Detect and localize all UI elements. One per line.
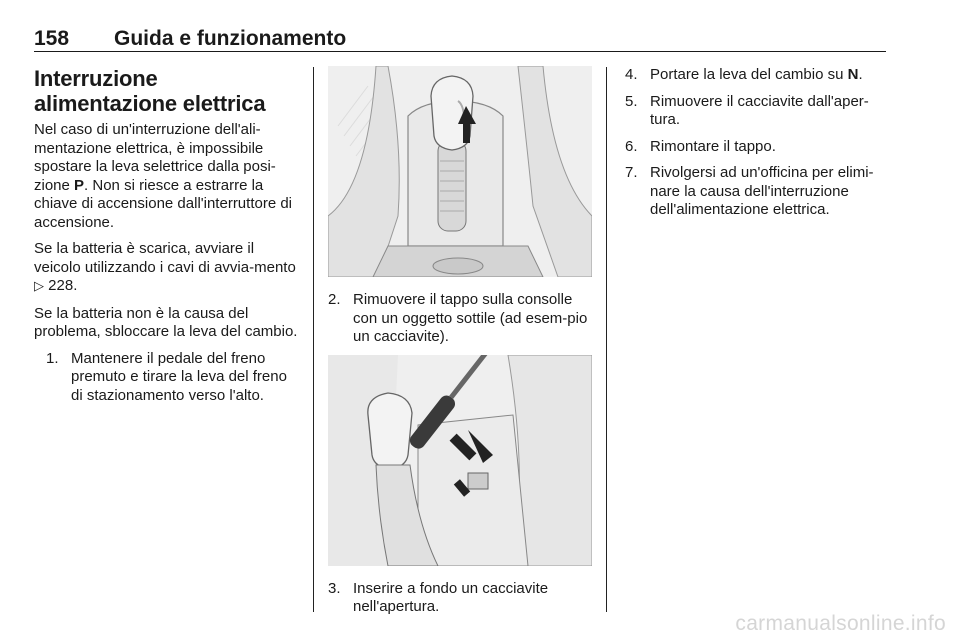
gear-lever-illustration-icon (328, 66, 592, 277)
watermark: carmanualsonline.info (735, 612, 946, 635)
section-heading: Interruzione alimentazione elettrica (34, 66, 266, 116)
step-item: 4. Portare la leva del cambio su N. (625, 66, 863, 83)
page-reference-arrow-icon: ▷ (34, 279, 44, 294)
screwdriver-console-illustration-icon (328, 355, 592, 566)
page-title: Guida e funzionamento (114, 27, 347, 50)
column-right (625, 66, 889, 228)
column-divider (313, 67, 314, 612)
page-number: 158 (34, 27, 70, 50)
step-item: 6. Rimontare il tappo. (625, 137, 776, 155)
column-left (34, 66, 298, 413)
paragraph: Nel caso di un'interruzione dell'ali-mentazione elettrica, è impossibile spostare la leva selettrice dalla posi-zione P. Non si riesce a estrarre la chiave di accensione dall'interruttore di accensione. (34, 121, 293, 231)
bold-gear-p: P (74, 176, 85, 194)
paragraph: Se la batteria non è la causa del problema, sbloccare la leva del cambio. (34, 304, 298, 340)
page-header (34, 27, 886, 52)
column-middle (328, 66, 592, 625)
paragraph: Se la batteria è scarica, avviare il veicolo utilizzando i cavi di avvia-mento ▷ 228. (34, 240, 296, 294)
step-item: 5. Rimuovere il cacciavite dall'aper-tura. (625, 92, 869, 128)
step-item: 7. Rivolgersi ad un'officina per elimi-nare la causa dell'interruzione dell'alimentazione elettrica. (625, 164, 874, 218)
column-divider (606, 67, 607, 612)
page-reference-link[interactable]: ▷ 228 (34, 277, 74, 294)
step-item: 2. Rimuovere il tappo sulla consolle con un oggetto sottile (ad esem-pio un cacciavite). (328, 291, 588, 345)
step-item: 1. Mantenere il pedale del freno premuto e tirare la leva del freno di stazionamento verso l'alto. (46, 349, 287, 404)
step-item: 3. Inserire a fondo un cacciavite nell'apertura. (328, 579, 549, 615)
